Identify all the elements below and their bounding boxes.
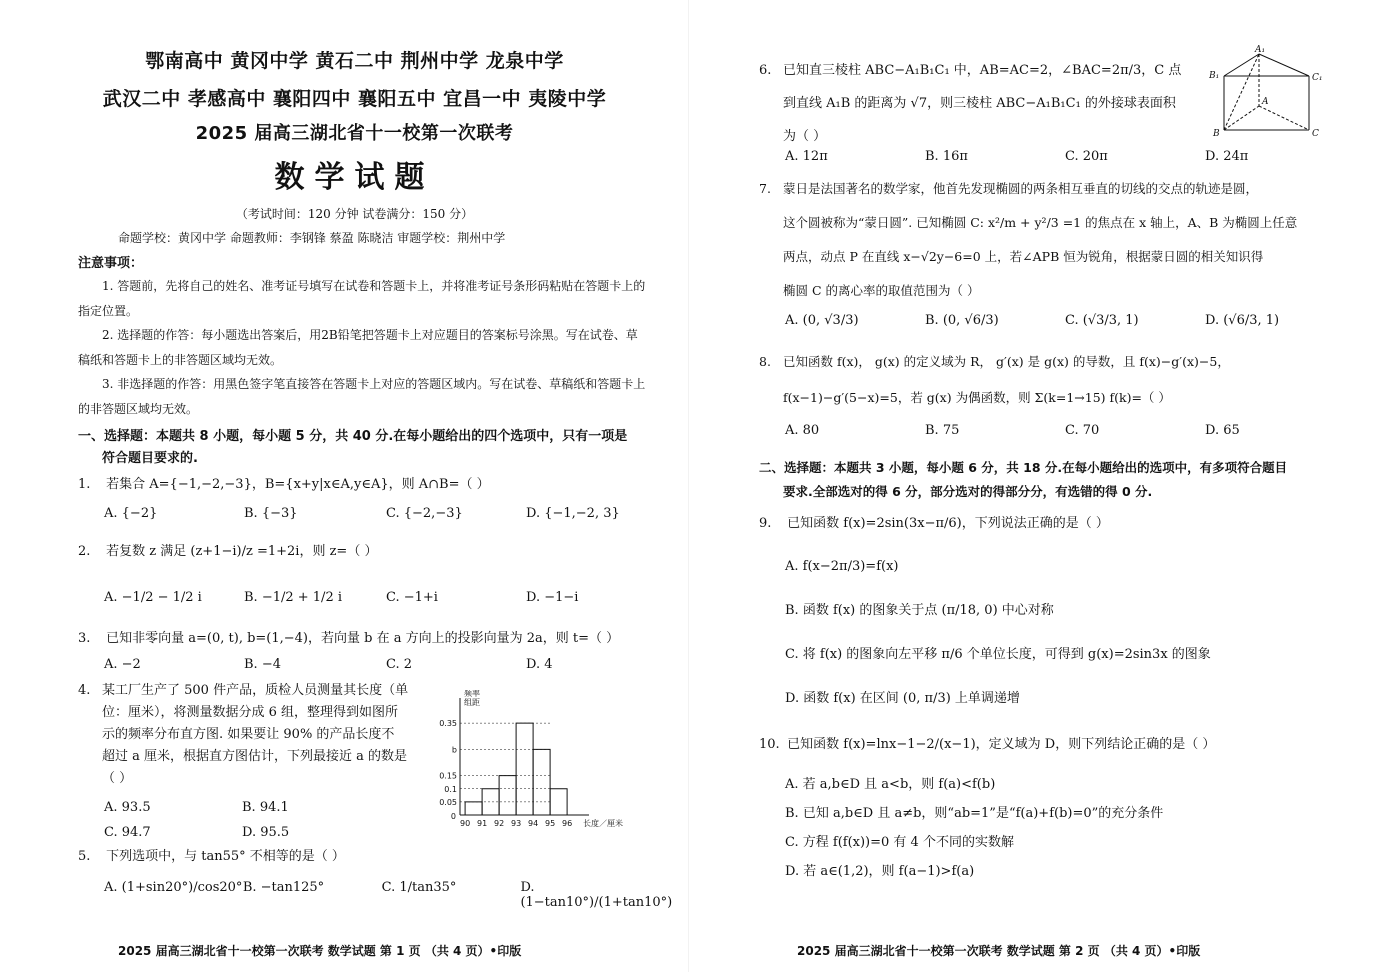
option-d[interactable]: D. 函数 f(x) 在区间 (0, π/3) 上单调递增 <box>785 691 1020 706</box>
option-a[interactable]: A. −2 <box>104 657 141 672</box>
notes-title: 注意事项： <box>78 256 144 271</box>
schools-line-1: 鄂南高中 黄冈中学 黄石二中 荆州中学 龙泉中学 <box>145 50 564 72</box>
option-d[interactable]: D. 24π <box>1205 149 1249 164</box>
question-text: 下列选项中，与 tan55° 不相等的是（ ） <box>106 849 345 864</box>
question-text: 已知函数 f(x)=2sin(3x−π/6)，下列说法正确的是（ ） <box>787 516 1109 531</box>
option-c[interactable]: C. 方程 f(f(x))=0 有 4 个不同的实数解 <box>785 835 1014 850</box>
question-5 <box>78 846 345 868</box>
option-b[interactable]: B. 已知 a,b∈D 且 a≠b，则“ab=1”是“f(a)+f(b)=0”的充分条件 <box>785 806 1164 821</box>
question-7 <box>759 172 1319 308</box>
question-text: 已知直三棱柱 ABC−A₁B₁C₁ 中，AB=AC=2，∠BAC=2π/3，C 点 <box>783 63 1182 78</box>
y-tick-label: 0.1 <box>444 784 457 794</box>
question-2 <box>78 541 377 563</box>
option-d[interactable]: D. 95.5 <box>242 825 290 840</box>
option-c[interactable]: C. 70 <box>1065 423 1100 438</box>
histogram-bar <box>499 776 516 815</box>
y-axis-label: 频率 <box>464 690 480 698</box>
x-tick-label: 95 <box>545 819 556 828</box>
question-number: 7. <box>759 181 771 196</box>
exam-name: 2025 届高三湖北省十一校第一次联考 <box>195 123 514 144</box>
question-number: 1. <box>78 477 91 492</box>
prism-label: A₁ <box>1255 45 1266 55</box>
x-tick-label: 93 <box>511 819 522 828</box>
origin-label: 0 <box>450 812 456 821</box>
prism-diagram <box>1209 44 1334 139</box>
notes <box>78 274 648 421</box>
x-tick-label: 92 <box>494 819 505 828</box>
section-1-heading-line: 符合题目要求的. <box>102 451 198 466</box>
y-tick-label: 0.05 <box>439 797 457 807</box>
frequency-histogram <box>420 690 650 835</box>
exam-staff: 命题学校：黄冈中学 命题教师：李钢锋 蔡盈 陈晓洁 审题学校：荆州中学 <box>118 231 506 245</box>
question-text: 已知非零向量 a=(0, t), b=(1,−4)，若向量 b 在 a 方向上的投影向量为 2a，则 t=（ ） <box>106 631 620 646</box>
note-item: 2. 选择题的作答：每小题选出答案后，用2B铅笔把答题卡上对应题目的答案标号涂黑。写在试卷、草稿纸和答题卡上的非答题区域均无效。 <box>78 328 638 367</box>
option-c[interactable]: C. 1/tan35° <box>381 880 457 895</box>
x-tick-label: 91 <box>477 819 488 828</box>
question-text: 已知函数 f(x)， g(x) 的定义域为 R， g′(x) 是 g(x) 的导数，且 f(x)−g′(x)−5， <box>783 354 1230 369</box>
question-number: 6. <box>759 63 772 78</box>
option-b[interactable]: B. 75 <box>925 423 960 438</box>
option-a[interactable]: A. f(x−2π/3)=f(x) <box>785 559 899 574</box>
x-tick-label: 94 <box>528 819 539 828</box>
option-a[interactable]: A. 80 <box>785 423 820 438</box>
question-1 <box>78 474 490 496</box>
option-a[interactable]: A. −1/2 − 1/2 i <box>104 590 202 605</box>
question-number: 4. <box>78 683 91 698</box>
question-7-options <box>785 313 1279 328</box>
question-text: 超过 a 厘米，根据直方图估计，下列最接近 a 的数是 <box>102 749 408 764</box>
option-b[interactable]: B. {−3} <box>244 506 298 521</box>
option-d[interactable]: D. −1−i <box>526 590 579 605</box>
question-5-options <box>104 880 689 910</box>
footer-page-2: 2025 届高三湖北省十一校第一次联考 数学试题 第 2 页 （共 4 页）•印版 <box>797 944 1201 958</box>
question-text: 示的频率分布直方图. 如果要让 90% 的产品长度不 <box>102 727 395 742</box>
option-a[interactable]: A. (0, √3/3) <box>785 313 859 328</box>
histogram-bar <box>465 802 482 815</box>
question-text: 为（ ） <box>783 129 827 144</box>
question-3 <box>78 628 619 650</box>
section-2-heading-line: 要求.全部选对的得 6 分，部分选对的得部分分，有选错的得 0 分. <box>783 484 1153 499</box>
option-b[interactable]: B. 函数 f(x) 的图象关于点 (π/18, 0) 中心对称 <box>785 603 1054 618</box>
option-a[interactable]: A. (1+sin20°)/cos20° <box>104 880 243 895</box>
y-tick-label: b <box>451 745 457 755</box>
schools-line-2: 武汉二中 孝感高中 襄阳四中 襄阳五中 宜昌一中 夷陵中学 <box>102 88 607 110</box>
question-8 <box>759 344 1319 416</box>
option-c[interactable]: C. {−2,−3} <box>386 506 463 521</box>
option-d[interactable]: D. (√6/3, 1) <box>1205 313 1280 328</box>
option-a[interactable]: A. {−2} <box>104 506 158 521</box>
question-number: 9. <box>759 516 772 531</box>
question-number: 3. <box>78 631 91 646</box>
histogram-bar <box>516 723 533 815</box>
option-c[interactable]: C. −1+i <box>386 590 438 605</box>
question-9 <box>759 513 1109 535</box>
option-a[interactable]: A. 12π <box>785 149 828 164</box>
question-8-options <box>785 423 1240 438</box>
option-d[interactable]: D. (1−tan10°)/(1+tan10°) <box>520 880 673 910</box>
x-tick-label: 90 <box>460 819 471 828</box>
option-a[interactable]: A. 93.5 <box>104 800 151 815</box>
note-item: 1. 答题前，先将自己的姓名、准考证号填写在试卷和答题卡上，并将准考证号条形码粘贴在答题卡上的指定位置。 <box>78 279 646 318</box>
option-b[interactable]: B. −4 <box>244 657 281 672</box>
section-2-heading <box>759 456 1334 504</box>
prism-label: B <box>1213 129 1220 139</box>
question-text: 蒙日是法国著名的数学家，他首先发现椭圆的两条相互垂直的切线的交点的轨迹是圆， <box>783 181 1259 196</box>
note-item: 3. 非选择题的作答：用黑色签字笔直接答在答题卡上对应的答题区域内。写在试卷、草稿纸和答题卡上的非答题区域均无效。 <box>78 377 646 416</box>
footer-page-1: 2025 届高三湖北省十一校第一次联考 数学试题 第 1 页 （共 4 页）•印版 <box>118 944 522 958</box>
question-9-options <box>785 556 1211 732</box>
question-6 <box>759 54 1209 153</box>
option-c[interactable]: C. 2 <box>386 657 413 672</box>
option-d[interactable]: D. 65 <box>1205 423 1240 438</box>
x-axis-label: 长度／厘米 <box>583 819 623 828</box>
option-b[interactable]: B. (0, √6/3) <box>925 313 999 328</box>
option-b[interactable]: B. 94.1 <box>242 800 289 815</box>
question-text: 到直线 A₁B 的距离为 √7，则三棱柱 ABC−A₁B₁C₁ 的外接球表面积 <box>783 96 1176 111</box>
question-number: 8. <box>759 354 771 369</box>
question-4 <box>78 680 428 790</box>
question-text: 已知函数 f(x)=lnx−1−2/(x−1)，定义域为 D，则下列结论正确的是（ ） <box>787 737 1216 752</box>
question-4-options-row1 <box>104 800 289 815</box>
prism-label: A <box>1262 97 1269 107</box>
question-1-options <box>104 506 620 521</box>
exam-info: （考试时间：120 分钟 试卷满分：150 分） <box>235 207 474 221</box>
option-c[interactable]: C. 将 f(x) 的图象向左平移 π/6 个单位长度，可得到 g(x)=2sin3x 的图象 <box>785 647 1211 662</box>
question-text: 椭圆 C 的离心率的取值范围为（ ） <box>783 283 980 298</box>
page-2 <box>689 0 1378 972</box>
histogram-bar <box>533 749 550 815</box>
option-b[interactable]: B. −tan125° <box>242 880 325 895</box>
section-1-heading-line: 一、选择题：本题共 8 小题，每小题 5 分，共 40 分.在每小题给出的四个选项中，只有一项是 <box>78 429 628 444</box>
y-tick-label: 0.15 <box>439 771 457 781</box>
prism-label: C₁ <box>1312 73 1323 83</box>
question-4-options-row2 <box>104 825 289 840</box>
question-2-options <box>104 590 578 605</box>
question-text: 位：厘米），将测量数据分成 6 组，整理得到如图所 <box>102 705 399 720</box>
question-text: f(x−1)−g′(5−x)=5，若 g(x) 为偶函数，则 Σ(k=1→15) f(k)=（ ） <box>783 390 1171 405</box>
x-tick-label: 96 <box>562 819 573 828</box>
section-2-heading-line: 二、选择题：本题共 3 小题，每小题 6 分，共 18 分.在每小题给出的选项中，有多项符合题目 <box>759 460 1288 475</box>
option-c[interactable]: C. 94.7 <box>104 825 151 840</box>
option-b[interactable]: B. −1/2 + 1/2 i <box>244 590 343 605</box>
question-3-options <box>104 657 553 672</box>
question-text: 两点，动点 P 在直线 x−√2y−6=0 上，若∠APB 恒为锐角，根据蒙日圆的相关知识得 <box>783 249 1264 264</box>
question-number: 10. <box>759 737 780 752</box>
y-tick-label: 0.35 <box>439 719 457 729</box>
question-number: 2. <box>78 544 91 559</box>
question-number: 5. <box>78 849 91 864</box>
section-1-heading <box>78 426 668 470</box>
question-text: （ ） <box>102 771 133 786</box>
prism-label: B₁ <box>1209 71 1220 81</box>
y-axis-label: 组距 <box>464 698 480 707</box>
question-text: 某工厂生产了 500 件产品，质检人员测量其长度（单 <box>102 683 409 698</box>
option-a[interactable]: A. 若 a,b∈D 且 a<b，则 f(a)<f(b) <box>785 777 996 792</box>
option-d[interactable]: D. 4 <box>526 657 553 672</box>
option-c[interactable]: C. 20π <box>1065 149 1108 164</box>
question-text: 若复数 z 满足 (z+1−i)/z =1+2i，则 z=（ ） <box>106 544 378 559</box>
question-10-options <box>785 770 1163 886</box>
option-c[interactable]: C. (√3/3, 1) <box>1065 313 1139 328</box>
option-d[interactable]: D. 若 a∈(1,2)，则 f(a−1)>f(a) <box>785 864 975 879</box>
prism-label: C <box>1312 129 1319 139</box>
histogram-bar <box>550 789 567 815</box>
question-6-options <box>785 149 1248 164</box>
option-b[interactable]: B. 16π <box>925 149 968 164</box>
subject-title: 数学试题 <box>274 160 435 195</box>
question-text: 若集合 A={−1,−2,−3}，B={x+y|x∈A,y∈A}，则 A∩B=（ ） <box>106 477 490 492</box>
question-10 <box>759 734 1215 756</box>
option-d[interactable]: D. {−1,−2, 3} <box>526 506 620 521</box>
question-text: 这个圆被称为“蒙日圆”. 已知椭圆 C: x²/m + y²/3 =1 的焦点在 x 轴上，A、B 为椭圆上任意 <box>783 215 1298 230</box>
